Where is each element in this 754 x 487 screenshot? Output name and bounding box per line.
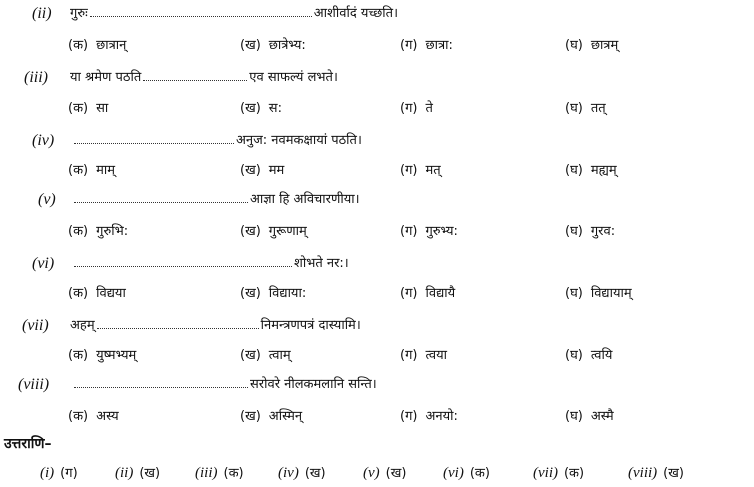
blank-fill-line <box>74 373 248 388</box>
option-2[interactable] <box>240 282 306 306</box>
question-number: (iv) <box>32 132 55 149</box>
options-row <box>0 344 754 368</box>
option-text: छात्रम् <box>590 38 619 53</box>
answer-number: (iii) <box>195 465 218 481</box>
option-4[interactable] <box>565 159 617 183</box>
question-text <box>70 314 361 338</box>
answer-letter: (ग) <box>60 466 78 481</box>
question-text <box>72 373 377 397</box>
answers-heading: उत्तराणि– <box>4 436 52 452</box>
option-text: मम <box>268 163 285 178</box>
option-text: माम् <box>96 163 116 178</box>
options-row <box>0 34 754 58</box>
option-2[interactable] <box>240 97 282 121</box>
question-row <box>0 314 754 338</box>
option-letter: (ख) <box>240 409 261 424</box>
option-letter: (ख) <box>240 224 261 239</box>
question-suffix: आशीर्वादं यच्छति। <box>313 6 398 21</box>
option-letter: (क) <box>68 101 89 116</box>
question-number: (vii) <box>22 317 49 334</box>
blank-fill-line <box>143 66 247 81</box>
question-row <box>0 188 754 212</box>
option-4[interactable] <box>565 405 614 429</box>
option-letter: (ग) <box>400 224 418 239</box>
option-text: तत् <box>590 101 606 116</box>
option-text: गुरूणाम् <box>268 224 307 239</box>
option-letter: (ख) <box>240 286 261 301</box>
option-text: अस्य <box>96 409 119 424</box>
question-suffix: सरोवरे नीलकमलानि सन्ति। <box>250 377 377 392</box>
question-suffix: एव साफल्यं लभते। <box>249 70 338 85</box>
option-text: त्वया <box>425 348 448 363</box>
question-text <box>70 2 398 26</box>
question-row <box>0 373 754 397</box>
answer-letter: (क) <box>563 466 585 481</box>
option-3[interactable] <box>400 344 447 368</box>
question-number: (vi) <box>32 255 55 272</box>
option-letter: (घ) <box>565 38 583 53</box>
option-3[interactable] <box>400 220 458 244</box>
option-letter: (क) <box>68 38 89 53</box>
option-letter: (ग) <box>400 348 418 363</box>
option-letter: (ग) <box>400 101 418 116</box>
option-letter: (घ) <box>565 101 583 116</box>
options-row <box>0 159 754 183</box>
blank-fill-line <box>90 2 312 17</box>
option-letter: (घ) <box>565 409 583 424</box>
question-prefix: अहम् <box>70 318 95 333</box>
option-text: गुरुभ्य: <box>425 224 458 239</box>
option-letter: (ख) <box>240 348 261 363</box>
option-4[interactable] <box>565 282 632 306</box>
answer-item <box>628 463 684 482</box>
option-text: स: <box>268 101 282 116</box>
option-text: मह्यम् <box>590 163 617 178</box>
option-1[interactable] <box>68 220 128 244</box>
question-number: (viii) <box>18 376 50 393</box>
question-text <box>72 129 362 153</box>
answer-letter: (ख) <box>304 466 326 481</box>
answer-letter: (ख) <box>139 466 161 481</box>
option-3[interactable] <box>400 159 441 183</box>
option-letter: (क) <box>68 286 89 301</box>
question-suffix: अनुज: नवमकक्षायां पठति। <box>236 133 362 148</box>
option-2[interactable] <box>240 159 284 183</box>
question-row <box>0 129 754 153</box>
option-4[interactable] <box>565 34 618 58</box>
option-1[interactable] <box>68 344 136 368</box>
option-text: विद्यायाम् <box>590 286 632 301</box>
option-letter: (ग) <box>400 38 418 53</box>
question-row <box>0 66 754 90</box>
answer-letter: (ख) <box>663 466 684 481</box>
answer-letter: (क) <box>469 466 490 481</box>
answer-letter: (क) <box>223 466 244 481</box>
option-text: छात्रान् <box>96 38 127 53</box>
question-row <box>0 252 754 276</box>
question-text <box>72 188 360 212</box>
answer-item <box>195 463 244 482</box>
blank-fill-line <box>74 252 292 267</box>
question-text <box>72 252 349 276</box>
answer-number: (vi) <box>443 465 464 481</box>
options-row <box>0 405 754 429</box>
option-letter: (घ) <box>565 286 583 301</box>
option-3[interactable] <box>400 97 433 121</box>
question-suffix: निमन्त्रणपत्रं दास्यामि। <box>260 318 361 333</box>
option-text: विद्याया: <box>268 286 307 301</box>
answer-number: (ii) <box>115 465 134 481</box>
option-1[interactable] <box>68 282 126 306</box>
option-text: गुरव: <box>590 224 616 239</box>
option-text: विद्यायै <box>425 286 456 301</box>
option-text: विद्यया <box>96 286 126 301</box>
answer-item <box>40 463 78 482</box>
option-letter: (ग) <box>400 409 418 424</box>
answer-item <box>363 463 406 482</box>
option-text: अनयो: <box>425 409 458 424</box>
answer-letter: (ख) <box>385 466 407 481</box>
option-2[interactable] <box>240 344 291 368</box>
option-2[interactable] <box>240 220 307 244</box>
option-text: अस्मिन् <box>268 409 303 424</box>
question-prefix: या श्रमेण पठति <box>70 70 142 85</box>
answer-number: (viii) <box>628 465 658 481</box>
option-text: अस्मै <box>590 409 614 424</box>
answer-number: (vii) <box>533 465 558 481</box>
answer-item <box>115 463 160 482</box>
options-row <box>0 97 754 121</box>
option-text: छात्रेभ्य: <box>268 38 306 53</box>
question-suffix: आज्ञा हि अविचारणीया। <box>250 192 360 207</box>
option-letter: (क) <box>68 163 89 178</box>
option-text: मत् <box>425 163 441 178</box>
question-number: (v) <box>38 191 56 208</box>
option-2[interactable] <box>240 405 302 429</box>
option-text: त्वयि <box>590 348 613 363</box>
options-row <box>0 220 754 244</box>
blank-fill-line <box>97 314 259 329</box>
answer-number: (i) <box>40 465 55 481</box>
answer-number: (v) <box>363 465 380 481</box>
option-letter: (ख) <box>240 163 261 178</box>
answer-number: (iv) <box>278 465 299 481</box>
option-2[interactable] <box>240 34 306 58</box>
question-suffix: शोभते नर:। <box>294 256 349 271</box>
option-letter: (ग) <box>400 163 418 178</box>
option-text: त्वाम् <box>268 348 291 363</box>
question-prefix: गुरुः <box>70 6 88 21</box>
question-text <box>70 66 338 90</box>
option-letter: (ग) <box>400 286 418 301</box>
option-letter: (ख) <box>240 38 261 53</box>
option-text: ते <box>425 101 433 116</box>
option-3[interactable] <box>400 282 455 306</box>
question-number: (ii) <box>32 5 52 22</box>
option-letter: (घ) <box>565 348 583 363</box>
option-1[interactable] <box>68 159 115 183</box>
option-4[interactable] <box>565 220 615 244</box>
answer-item <box>533 463 584 482</box>
option-1[interactable] <box>68 405 119 429</box>
options-row <box>0 282 754 306</box>
blank-fill-line <box>74 188 248 203</box>
option-4[interactable] <box>565 344 612 368</box>
option-letter: (ख) <box>240 101 261 116</box>
option-letter: (क) <box>68 348 89 363</box>
option-text: युष्मभ्यम् <box>96 348 137 363</box>
option-letter: (क) <box>68 224 89 239</box>
option-1[interactable] <box>68 97 108 121</box>
option-letter: (क) <box>68 409 89 424</box>
option-text: छात्रा: <box>425 38 453 53</box>
question-row <box>0 2 754 26</box>
option-3[interactable] <box>400 405 458 429</box>
blank-fill-line <box>74 129 234 144</box>
option-1[interactable] <box>68 34 126 58</box>
answer-item <box>443 463 490 482</box>
option-letter: (घ) <box>565 224 583 239</box>
option-3[interactable] <box>400 34 453 58</box>
option-text: सा <box>96 101 109 116</box>
option-4[interactable] <box>565 97 606 121</box>
answer-item <box>278 463 326 482</box>
option-text: गुरुभि: <box>96 224 129 239</box>
question-number: (iii) <box>24 69 48 86</box>
option-letter: (घ) <box>565 163 583 178</box>
